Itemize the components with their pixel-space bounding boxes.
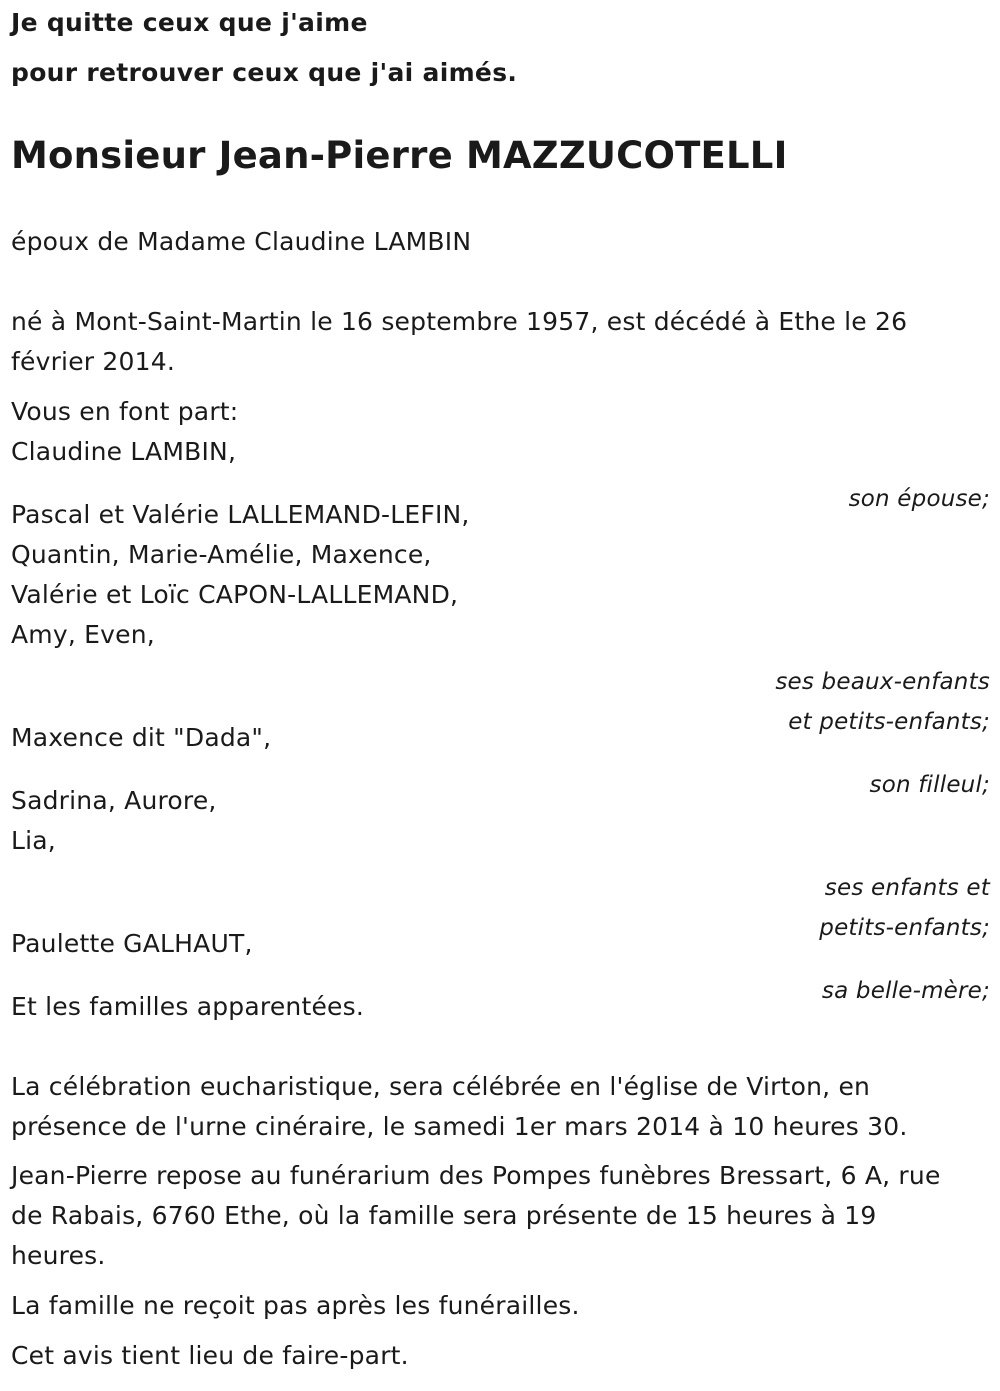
family-relation: ses enfants et: [824, 875, 990, 901]
family-relation: son filleul;: [869, 772, 990, 798]
family-member: Lia,: [11, 826, 56, 855]
no-reception-line: La famille ne reçoit pas après les funérailles.: [11, 1291, 580, 1320]
families-line: Et les familles apparentées.: [11, 992, 364, 1021]
epigraph-line-2: pour retrouver ceux que j'ai aimés.: [11, 58, 518, 87]
birth-death-line-2: février 2014.: [11, 347, 175, 376]
visitation-line-3: heures.: [11, 1241, 106, 1270]
spouse-line: époux de Madame Claudine LAMBIN: [11, 227, 472, 256]
deceased-name: Monsieur Jean-Pierre MAZZUCOTELLI: [11, 134, 788, 177]
visitation-line-2: de Rabais, 6760 Ethe, où la famille sera présente de 15 heures à 19: [11, 1201, 877, 1230]
ceremony-line-1: La célébration eucharistique, sera célébrée en l'église de Virton, en: [11, 1072, 871, 1101]
visitation-line-1: Jean-Pierre repose au funérarium des Pompes funèbres Bressart, 6 A, rue: [11, 1161, 941, 1190]
family-member: Sadrina, Aurore,: [11, 786, 217, 815]
family-member: Pascal et Valérie LALLEMAND-LEFIN,: [11, 500, 470, 529]
family-member: Paulette GALHAUT,: [11, 929, 253, 958]
closing-line: Cet avis tient lieu de faire-part.: [11, 1341, 409, 1370]
family-relation: sa belle-mère;: [821, 978, 990, 1004]
family-member: Valérie et Loïc CAPON-LALLEMAND,: [11, 580, 459, 609]
family-relation: et petits-enfants;: [788, 709, 990, 735]
family-member: Maxence dit "Dada",: [11, 723, 272, 752]
epigraph-line-1: Je quitte ceux que j'aime: [11, 8, 368, 37]
family-relation: ses beaux-enfants: [775, 669, 990, 695]
family-member: Quantin, Marie-Amélie, Maxence,: [11, 540, 432, 569]
birth-death-line-1: né à Mont-Saint-Martin le 16 septembre 1957, est décédé à Ethe le 26: [11, 307, 908, 336]
family-member: Claudine LAMBIN,: [11, 437, 237, 466]
family-relation: son épouse;: [848, 486, 990, 512]
announcement-intro: Vous en font part:: [11, 397, 239, 426]
family-member: Amy, Even,: [11, 620, 155, 649]
ceremony-line-2: présence de l'urne cinéraire, le samedi 1er mars 2014 à 10 heures 30.: [11, 1112, 908, 1141]
family-relation: petits-enfants;: [819, 915, 990, 941]
